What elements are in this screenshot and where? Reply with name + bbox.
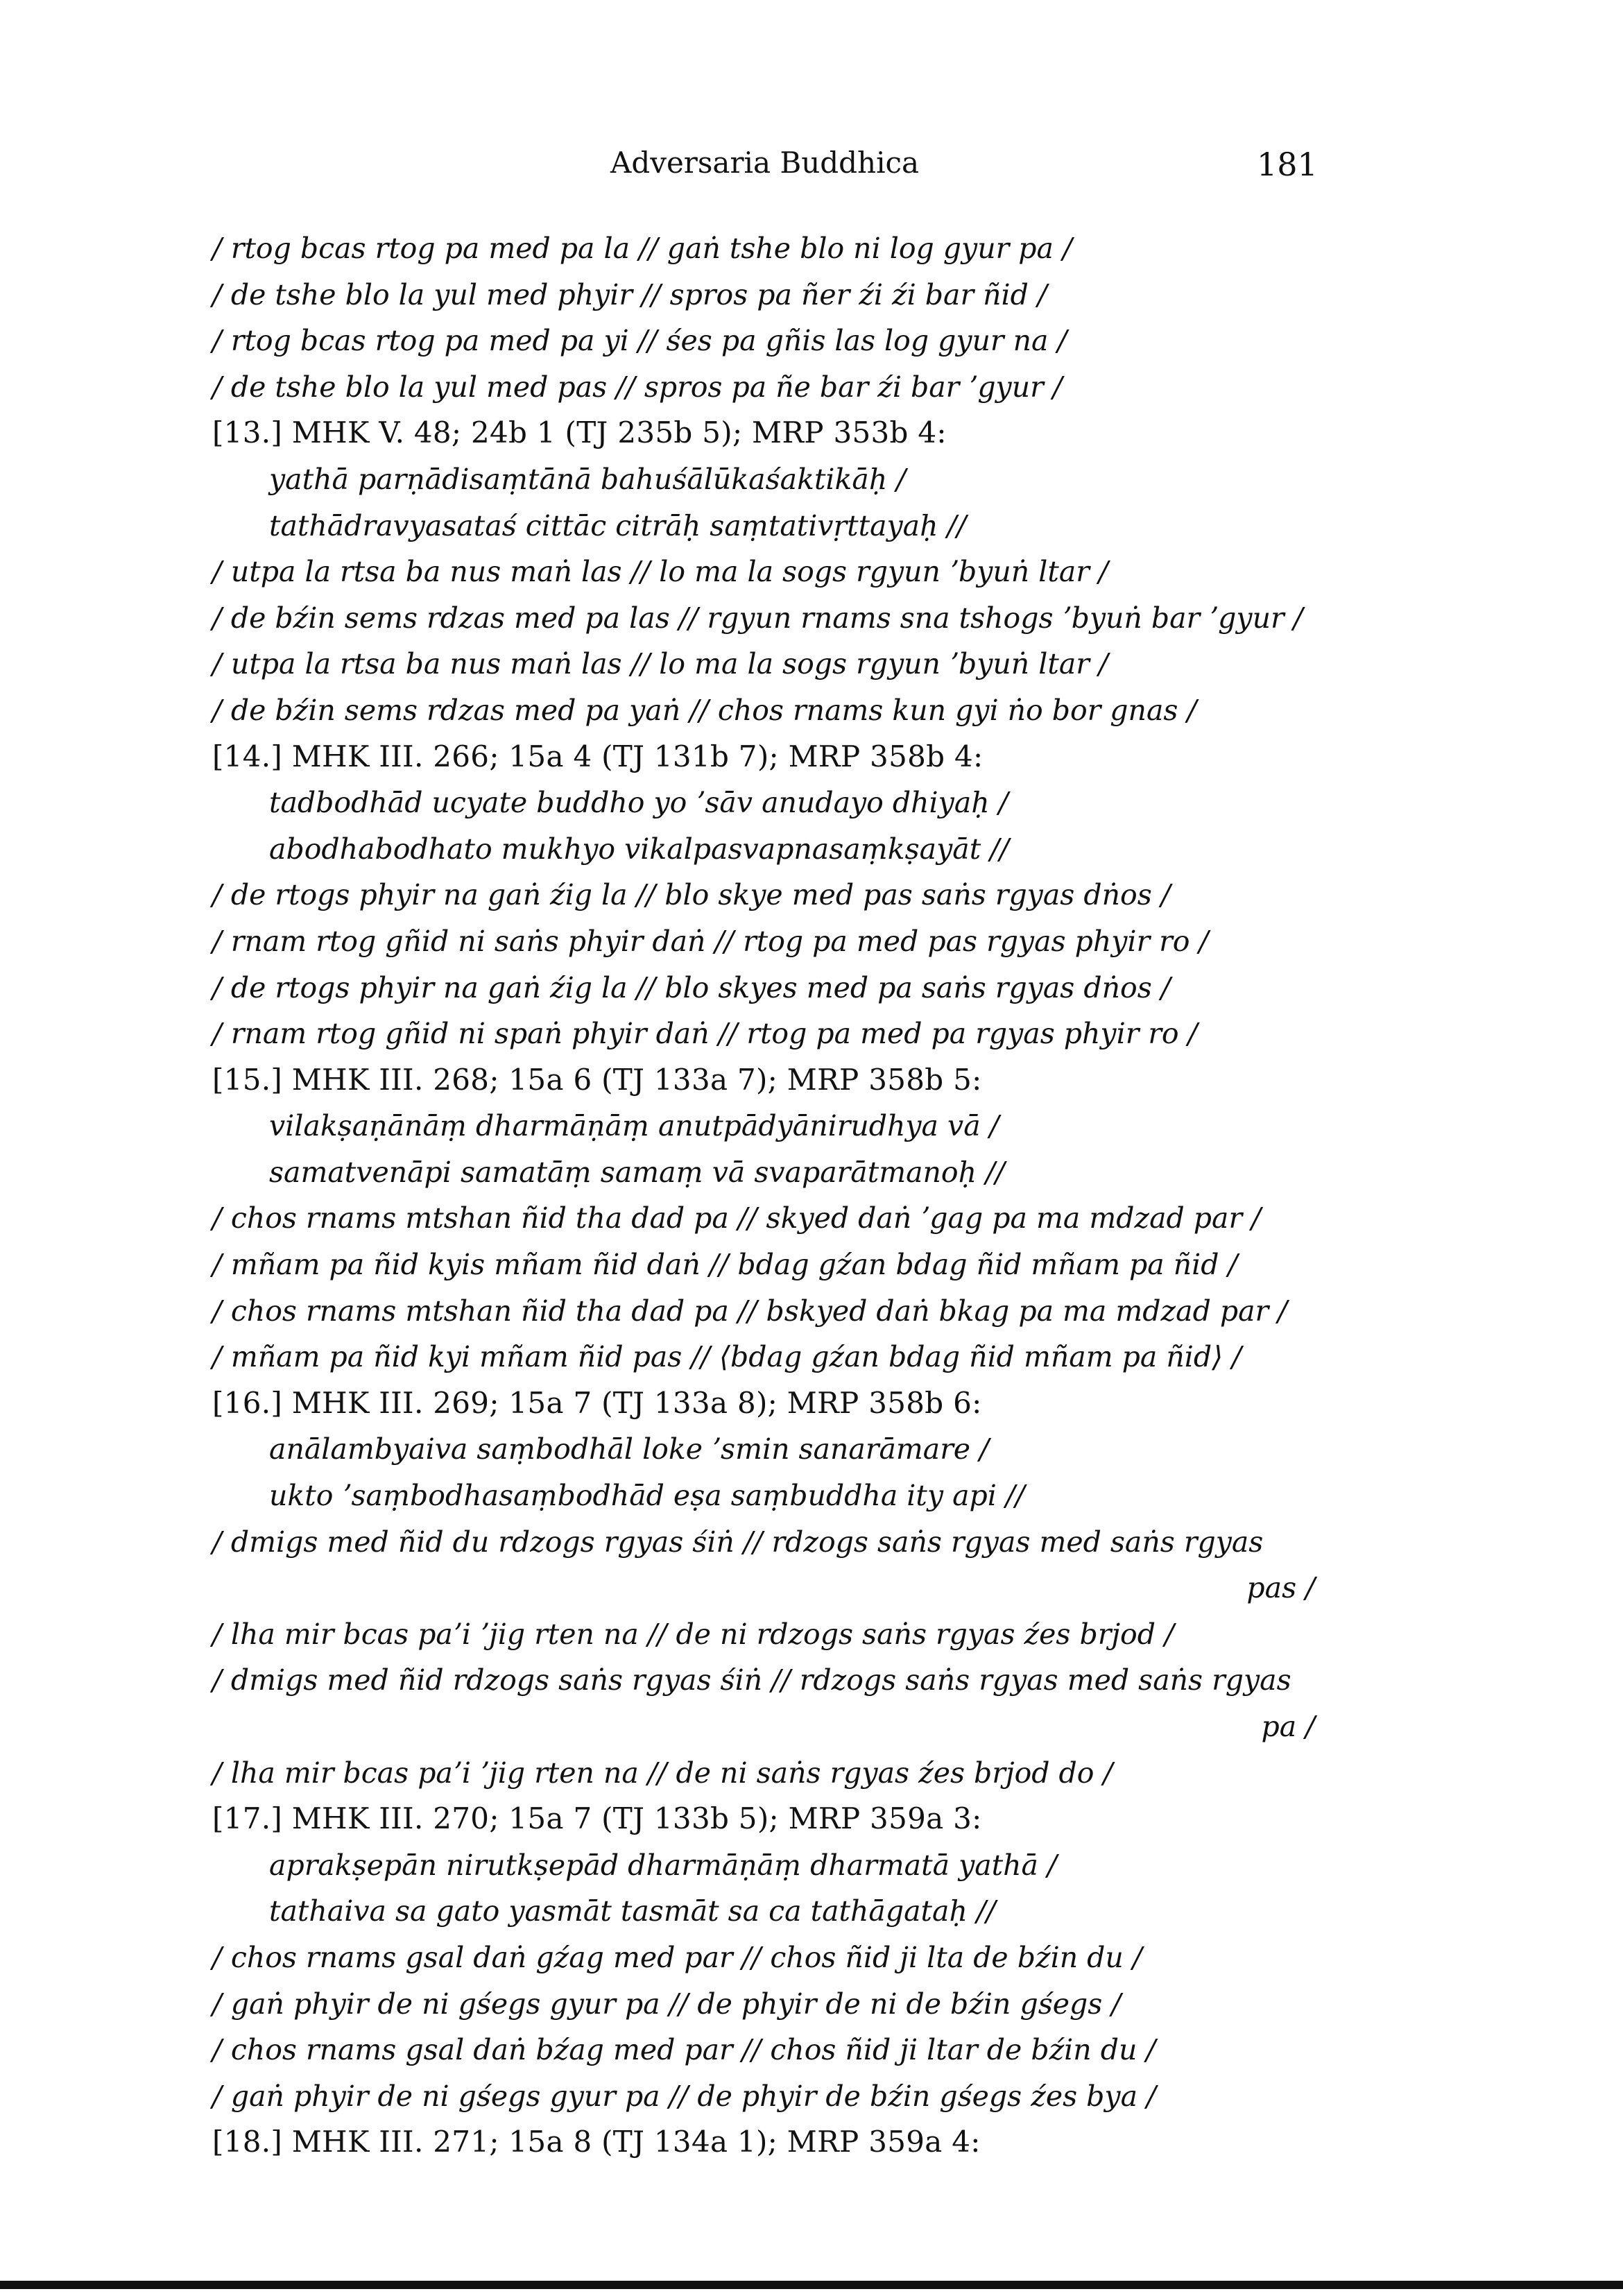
tibetan-verse-line: / chos rnams mtshan ñid tha dad pa // skyed daṅ ʼgag pa ma mdzad par / [212,1201,1261,1235]
tibetan-verse-line: / de rtogs phyir na gaṅ źig la // blo skye med pas saṅs rgyas dṅos / [212,878,1171,912]
tibetan-verse-line: / rtog bcas rtog pa med pa yi // śes pa gñis las log gyur na / [212,324,1067,358]
reference-heading: [16.] MHK III. 269; 15a 7 (TJ 133a 8); MRP 358b 6: [212,1385,982,1420]
reference-heading: [18.] MHK III. 271; 15a 8 (TJ 134a 1); MRP 359a 4: [212,2125,981,2159]
reference-heading: [15.] MHK III. 268; 15a 6 (TJ 133a 7); MRP 358b 5: [212,1062,982,1097]
verse-continuation: pa / [1261,1710,1315,1743]
text-body [212,225,1315,2166]
tibetan-verse-line: / de rtogs phyir na gaṅ źig la // blo skyes med pa saṅs rgyas dṅos / [212,970,1171,1004]
tibetan-verse-line: / rnam rtog gñid ni spaṅ phyir daṅ // rtog pa med pa rgyas phyir ro / [212,1017,1198,1051]
tibetan-verse-line: / lha mir bcas paʼi ʼjig rten na // de ni saṅs rgyas źes brjod do / [212,1756,1113,1790]
tibetan-verse-line: / chos rnams mtshan ñid tha dad pa // bskyed daṅ bkag pa ma mdzad par / [212,1294,1287,1328]
page-header [0,146,1623,194]
tibetan-verse-line: / gaṅ phyir de ni gśegs gyur pa // de phyir de bźin gśegs źes bya / [212,2079,1156,2113]
sanskrit-verse-line: tathādravyasataś cittāc citrāḥ saṃtativṛttayaḥ // [269,508,967,542]
tibetan-verse-line: / de bźin sems rdzas med pa yaṅ // chos rnams kun gyi ṅo bor gnas / [212,693,1197,727]
tibetan-verse-line: / mñam pa ñid kyis mñam ñid daṅ // bdag gźan bdag ñid mñam pa ñid / [212,1248,1238,1282]
tibetan-verse-line: / utpa la rtsa ba nus maṅ las // lo ma la sogs rgyun ʼbyuṅ ltar / [212,647,1108,681]
sanskrit-verse-line: aprakṣepān nirutkṣepād dharmāṇāṃ dharmatā yathā / [269,1848,1057,1882]
sanskrit-verse-line: tathaiva sa gato yasmāt tasmāt sa ca tathāgataḥ // [269,1894,996,1928]
reference-heading: [17.] MHK III. 270; 15a 7 (TJ 133b 5); MRP 359a 3: [212,1801,982,1836]
tibetan-verse-line: / de tshe blo la yul med phyir // spros pa ñer źi źi bar ñid / [212,277,1047,311]
reference-heading: [14.] MHK III. 266; 15a 4 (TJ 131b 7); MRP 358b 4: [212,739,984,773]
sanskrit-verse-line: abodhabodhato mukhyo vikalpasvapnasaṃkṣayāt // [269,832,1009,866]
running-title: Adversaria Buddhica [610,146,920,180]
tibetan-verse-line: / rnam rtog gñid ni saṅs phyir daṅ // rtog pa med pas rgyas phyir ro / [212,924,1209,958]
verse-continuation: pas / [1246,1571,1315,1605]
tibetan-verse-line: / chos rnams gsal daṅ bźag med par // chos ñid ji ltar de bźin du / [212,2033,1156,2067]
sanskrit-verse-line: vilakṣaṇānāṃ dharmāṇāṃ anutpādyānirudhya vā / [269,1109,999,1143]
sanskrit-verse-line: samatvenāpi samatāṃ samaṃ vā svaparātmanoḥ // [269,1155,1005,1189]
tibetan-verse-line: / de tshe blo la yul med pas // spros pa ñe bar źi bar ʼgyur / [212,370,1063,404]
tibetan-verse-line: / mñam pa ñid kyi mñam ñid pas // ⟨bdag gźan bdag ñid mñam pa ñid⟩ / [212,1340,1242,1374]
tibetan-verse-line: / dmigs med ñid du rdzogs rgyas śiṅ // rdzogs saṅs rgyas med saṅs rgyas [212,1525,1264,1559]
sanskrit-verse-line: yathā parṇādisaṃtānā bahuśālūkaśaktikāḥ / [269,462,907,496]
page-number: 181 [1257,146,1318,183]
tibetan-verse-line: / rtog bcas rtog pa med pa la // gaṅ tshe blo ni log gyur pa / [212,232,1072,265]
tibetan-verse-line: / utpa la rtsa ba nus maṅ las // lo ma la sogs rgyun ʼbyuṅ ltar / [212,555,1108,589]
tibetan-verse-line: / chos rnams gsal daṅ gźag med par // chos ñid ji lta de bźin du / [212,1940,1142,1974]
reference-heading: [13.] MHK V. 48; 24b 1 (TJ 235b 5); MRP 353b 4: [212,415,947,450]
sanskrit-verse-line: ukto ʼsaṃbodhasaṃbodhād eṣa saṃbuddha ity api // [269,1479,1025,1513]
tibetan-verse-line: / lha mir bcas paʼi ʼjig rten na // de ni rdzogs saṅs rgyas źes brjod / [212,1617,1174,1651]
sanskrit-verse-line: anālambyaiva saṃbodhāl loke ʼsmin sanarāmare / [269,1432,989,1466]
tibetan-verse-line: / de bźin sems rdzas med pa las // rgyun rnams sna tshogs ʼbyuṅ bar ʼgyur / [212,601,1303,635]
sanskrit-verse-line: tadbodhād ucyate buddho yo ʼsāv anudayo dhiyaḥ / [269,786,1008,820]
tibetan-verse-line: / gaṅ phyir de ni gśegs gyur pa // de phyir de ni de bźin gśegs / [212,1987,1122,2021]
bottom-scan-edge [0,2281,1623,2289]
tibetan-verse-line: / dmigs med ñid rdzogs saṅs rgyas śiṅ // rdzogs saṅs rgyas med saṅs rgyas [212,1663,1291,1697]
